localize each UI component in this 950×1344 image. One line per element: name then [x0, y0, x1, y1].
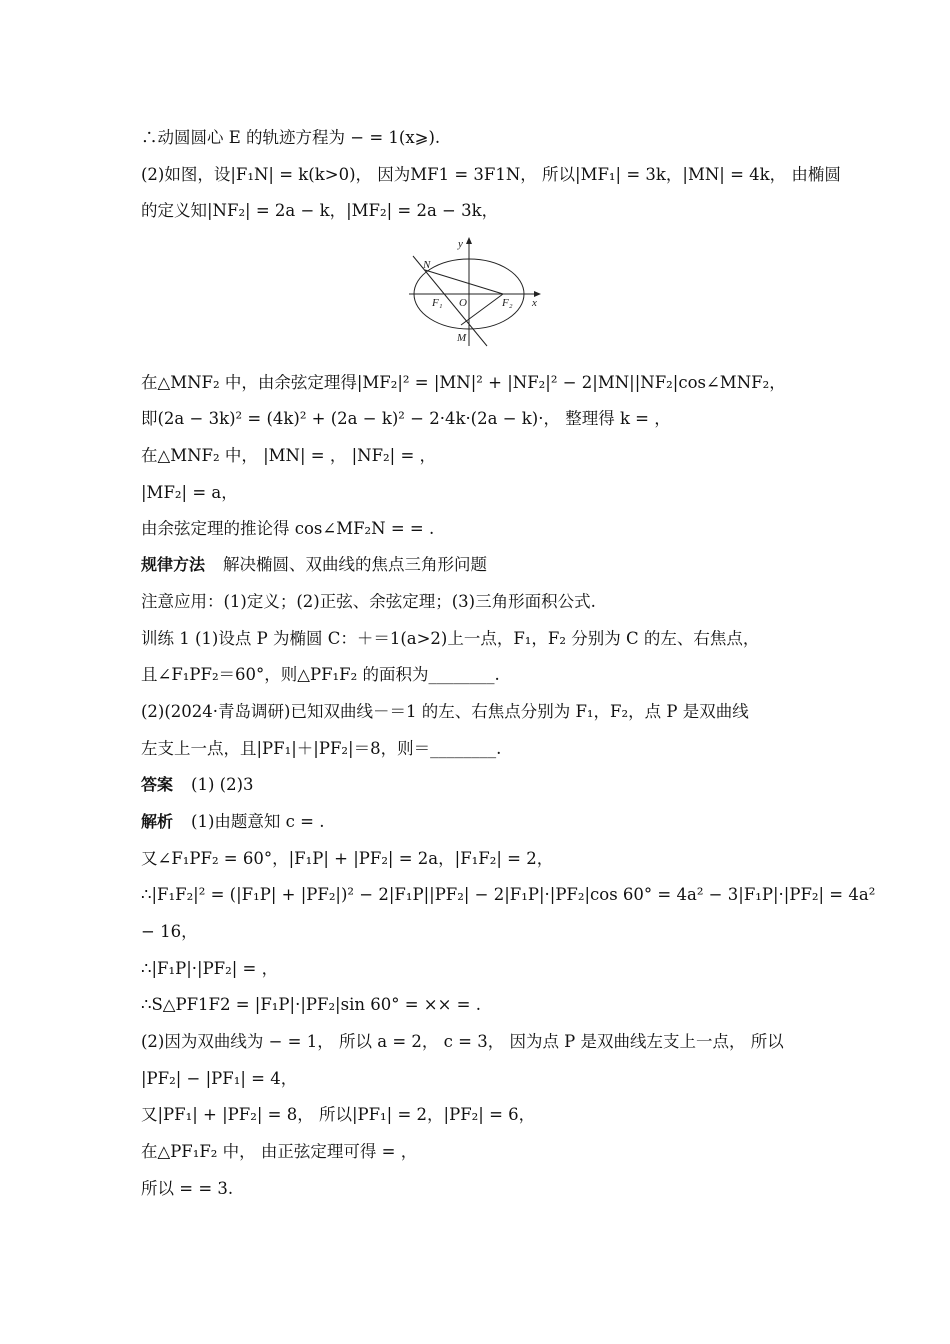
text-line: − 16， [141, 922, 198, 941]
answer-heading: 答案 [141, 775, 174, 794]
text-line: 即(2a − 3k)² = (4k)² + (2a − k)² − 2·4k·(2a − k)·， 整理得 k = ， [141, 409, 671, 428]
method-heading: 规律方法 [141, 555, 206, 574]
text-line: (2)因为双曲线为 − = 1， 所以 a = 2， c = 3， 因为点 P 是双曲线左支上一点， 所以 [141, 1032, 784, 1051]
label-x: x [532, 297, 537, 309]
text-line: ∴S△PF1F2 = |F₁P|·|PF₂|sin 60° = ×× = . [141, 995, 481, 1014]
text-line: 注意应用：(1)定义；(2)正弦、余弦定理；(3)三角形面积公式. [141, 592, 596, 611]
label-m: M [457, 332, 467, 344]
text-line: 的定义知|NF₂| = 2a − k，|MF₂| = 2a − 3k， [141, 201, 499, 220]
text-line: |MF₂| = a， [141, 483, 238, 502]
text-line: |PF₂| − |PF₁| = 4， [141, 1069, 298, 1088]
method-text: 解决椭圆、双曲线的焦点三角形问题 [223, 555, 488, 574]
segment-nf2 [425, 270, 503, 294]
text-line: 在△MNF₂ 中，由余弦定理得|MF₂|² = |MN|² + |NF₂|² − 2|MN||NF₂|cos∠MNF₂， [141, 373, 786, 392]
analysis-line [141, 810, 821, 834]
ellipse-diagram-svg [405, 234, 545, 350]
text-line: 左支上一点，且|PF₁|＋|PF₂|＝8，则＝________. [141, 739, 502, 758]
ellipse-diagram [405, 234, 545, 350]
text-line: 且∠F₁PF₂＝60°，则△PF₁F₂ 的面积为________. [141, 665, 500, 684]
text-line: 所以 = = 3. [141, 1179, 234, 1198]
text-line: 又|PF₁| + |PF₂| = 8， 所以|PF₁| = 2，|PF₂| = 6， [141, 1105, 536, 1124]
answer-line [141, 773, 821, 797]
text-line: 又∠F₁PF₂ = 60°，|F₁P| + |PF₂| = 2a，|F₁F₂| = 2， [141, 849, 554, 868]
analysis-text: (1)由题意知 c = . [191, 812, 325, 831]
y-axis-arrow [466, 237, 472, 244]
text-line: 由余弦定理的推论得 cos∠MF₂N = = . [141, 519, 435, 538]
label-f2: F₂ [502, 297, 513, 309]
label-f1: F₁ [432, 297, 443, 309]
text-line: 在△MNF₂ 中， |MN| = ， |NF₂| = ， [141, 446, 437, 465]
text-line: (2)如图，设|F₁N| = k(k>0)， 因为MF1 = 3F1N， 所以|MF₁| = 3k，|MN| = 4k， 由椭圆 [141, 165, 841, 184]
label-n: N [423, 259, 431, 271]
text-line: ∴|F₁P|·|PF₂| = ， [141, 959, 279, 978]
text-line: ∴动圆圆心 E 的轨迹方程为 − = 1(x⩾). [141, 128, 441, 147]
method-line [141, 553, 821, 577]
answer-text: (1) (2)3 [191, 775, 254, 794]
label-o: O [459, 297, 467, 309]
text-line: 训练 1 (1)设点 P 为椭圆 C：＋＝1(a>2)上一点，F₁，F₂ 分别为 C 的左、右焦点， [141, 629, 760, 648]
text-line: (2)(2024·青岛调研)已知双曲线－＝1 的左、右焦点分别为 F₁，F₂，点 P 是双曲线 [141, 702, 749, 721]
text-line: ∴|F₁F₂|² = (|F₁P| + |PF₂|)² − 2|F₁P||PF₂| − 2|F₁P|·|PF₂|cos 60° = 4a² − 3|F₁P|·|PF₂| = 4a² [141, 885, 876, 904]
segment-mf2 [461, 294, 503, 325]
label-y: y [458, 238, 463, 250]
analysis-heading: 解析 [141, 812, 174, 831]
text-line: 在△PF₁F₂ 中， 由正弦定理可得 = ， [141, 1142, 418, 1161]
